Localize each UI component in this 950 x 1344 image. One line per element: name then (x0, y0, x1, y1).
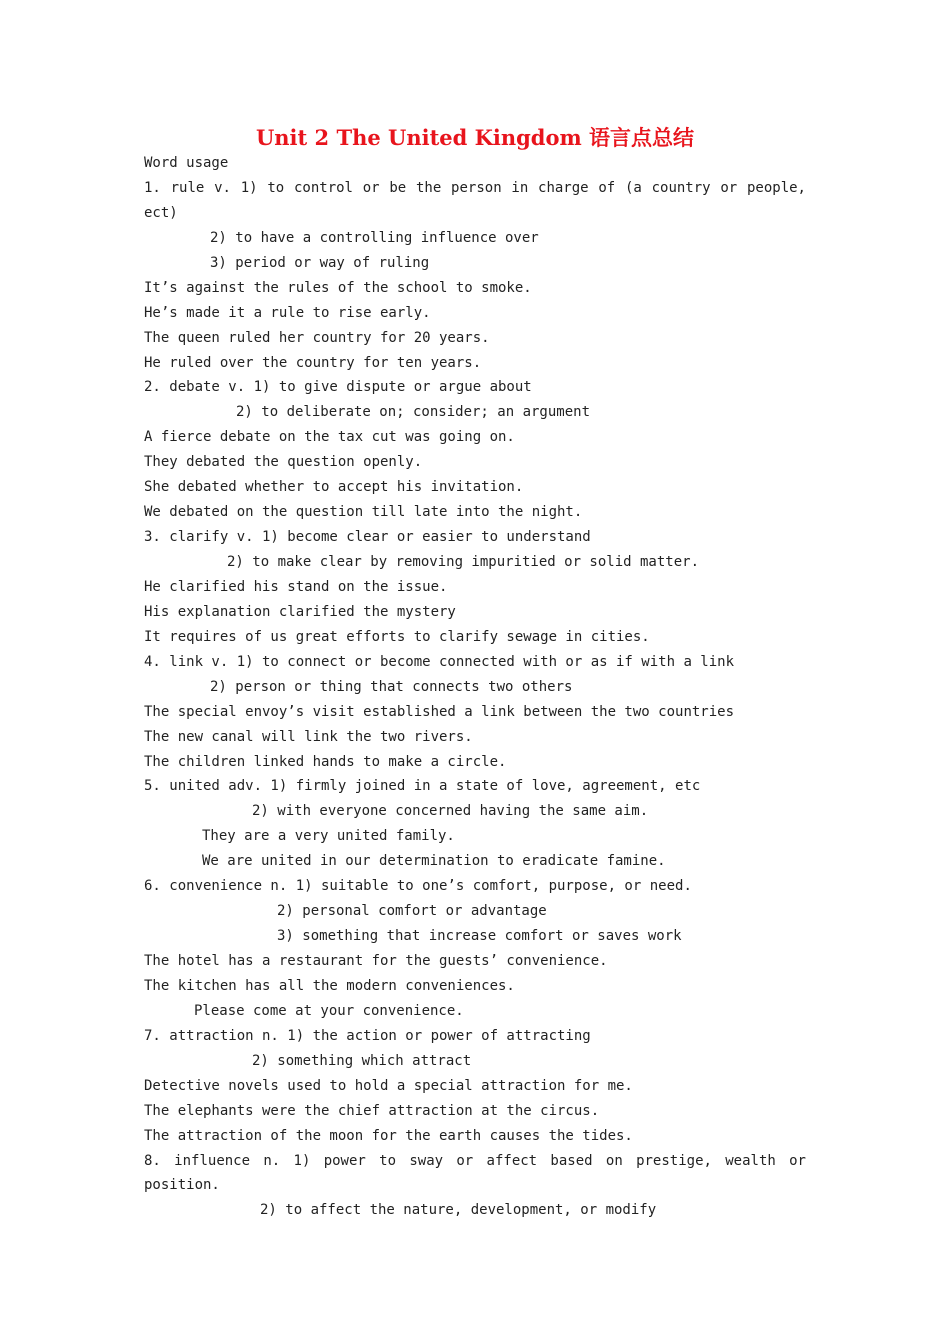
entry-influence: 8. influence n. 1) power to sway or affect based on prestige, wealth or (144, 1152, 806, 1169)
example-line: The queen ruled her country for 20 years. (144, 329, 490, 346)
example-line: The elephants were the chief attraction at the circus. (144, 1102, 600, 1119)
example-line: The hotel has a restaurant for the guests’ convenience. (144, 953, 608, 969)
document-body (144, 151, 806, 1223)
example-line: Please come at your convenience. (194, 1002, 464, 1019)
example-line: We debated on the question till late into the night. (144, 504, 583, 521)
entry-attraction: 7. attraction n. 1) the action or power of attracting (144, 1027, 591, 1044)
definition-line: 2) to deliberate on; consider; an argument (236, 404, 591, 421)
entry-convenience: 6. convenience n. 1) suitable to one’s comfort, purpose, or need. (144, 878, 692, 895)
example-line: They debated the question openly. (144, 454, 423, 471)
example-line: He clarified his stand on the issue. (144, 578, 448, 595)
text-line: position. (144, 1177, 220, 1194)
example-line: The kitchen has all the modern conveniences. (144, 977, 515, 994)
definition-line: 2) to make clear by removing impuritied or solid matter. (227, 554, 700, 570)
example-line: Detective novels used to hold a special attraction for me. (144, 1077, 633, 1094)
example-line: He ruled over the country for ten years. (144, 354, 482, 371)
entry-rule: 1. rule v. 1) to control or be the person in charge of (a country or people, (144, 179, 806, 196)
definition-line: 2) with everyone concerned having the same aim. (252, 803, 649, 820)
definition-line: 2) something which attract (252, 1052, 472, 1069)
entry-link: 4. link v. 1) to connect or become connected with or as if with a link (144, 653, 735, 670)
definition-line: 3) period or way of ruling (210, 254, 430, 271)
example-line: The special envoy’s visit established a link between the two countries (144, 703, 735, 720)
entry-debate: 2. debate v. 1) to give dispute or argue about (144, 379, 532, 396)
example-line: The children linked hands to make a circle. (144, 753, 507, 770)
definition-line: 2) to have a controlling influence over (210, 229, 539, 246)
example-line: She debated whether to accept his invitation. (144, 479, 524, 496)
example-line: It requires of us great efforts to clarify sewage in cities. (144, 628, 650, 645)
page-title: Unit 2 The United Kingdom 语言点总结 (255, 125, 695, 150)
example-line: He’s made it a rule to rise early. (144, 304, 431, 321)
example-line: The new canal will link the two rivers. (144, 728, 473, 745)
example-line: A fierce debate on the tax cut was going on. (144, 429, 515, 446)
definition-line: 2) personal comfort or advantage (277, 903, 547, 920)
example-line: His explanation clarified the mystery (144, 603, 456, 620)
entry-united: 5. united adv. 1) firmly joined in a state of love, agreement, etc (144, 778, 701, 795)
example-line: We are united in our determination to eradicate famine. (202, 853, 666, 870)
example-line: It’s against the rules of the school to smoke. (144, 279, 532, 296)
definition-line: 3) something that increase comfort or saves work (277, 928, 682, 945)
text-line: ect) (144, 204, 178, 221)
definition-line: 2) person or thing that connects two others (210, 678, 573, 695)
definition-line: 2) to affect the nature, development, or modify (260, 1202, 657, 1219)
entry-clarify: 3. clarify v. 1) become clear or easier to understand (144, 529, 591, 546)
example-line: The attraction of the moon for the earth causes the tides. (144, 1127, 633, 1144)
example-line: They are a very united family. (202, 828, 455, 845)
section-heading: Word usage (144, 155, 229, 171)
